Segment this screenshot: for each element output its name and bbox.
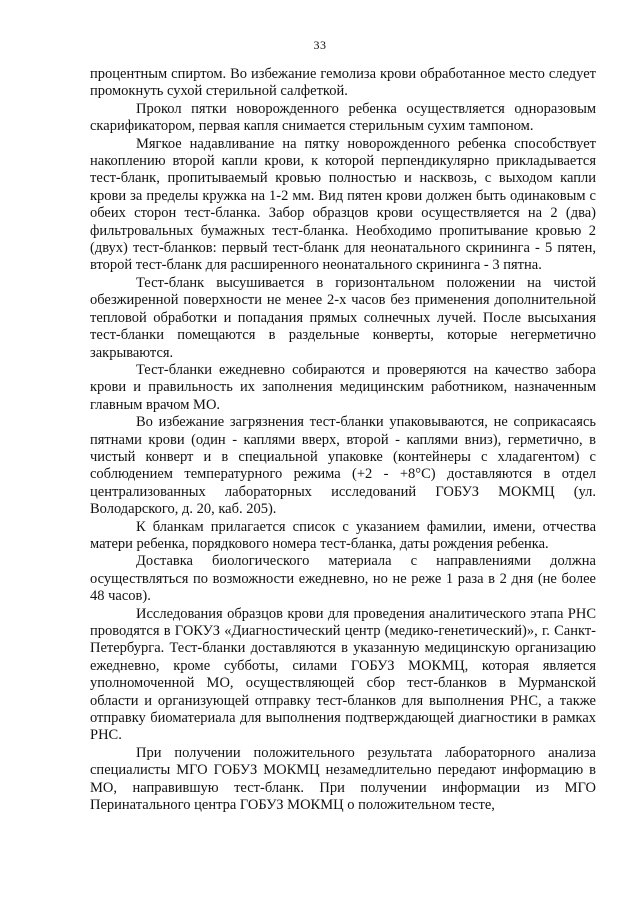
page-number: 33: [313, 38, 327, 52]
paragraph-attached-list: К бланкам прилагается список с указанием фамилии, имени, отчества матери ребенка, порядкового номера тест-бланка, даты рождения ребенка.: [90, 518, 596, 552]
paragraph-blood-drop-application: Мягкое надавливание на пятку новорожденного ребенка способствует накоплению второй капли крови, к которой перпендикулярно прикладывается тест-бланк, пропитываемый кровью полностью и насквозь, с выходом капли крови за пределы кружка на 1-2 мм. Вид пятен крови должен быть одинаковым с обеих сторон тест-бланка. Забор образцов крови осуществляется на 2 (два) фильтровальных бумажных тест-бланка. Необходимо пропитывание кровью 2 (двух) тест-бланков: первый тест-бланк для неонатального скрининга - 5 пятен, второй тест-бланк для расширенного неонатального скрининга - 3 пятна.: [90, 135, 596, 274]
paragraph-heel-puncture: Прокол пятки новорожденного ребенка осуществляется одноразовым скарификатором, первая капля снимается стерильным сухим тампоном.: [90, 100, 596, 135]
paragraph-positive-result: При получении положительного результата лабораторного анализа специалисты МГО ГОБУЗ МОКМЦ незамедлительно передают информацию в МО, направившую тест-бланк. При получении информации из МГО Перинатального центра ГОБУЗ МОКМЦ о положительном тесте,: [90, 744, 596, 814]
paragraph-packaging-delivery: Во избежание загрязнения тест-бланки упаковываются, не соприкасаясь пятнами крови (один - каплями вверх, второй - каплями вниз), герметично, в чистый конверт и в специальной упаковке (контейнеры с хладагентом) с соблюдением температурного режима (+2 - +8°С) доставляются в отдел централизованных лабораторных исследований ГОБУЗ МОКМЦ (ул. Володарского, д. 20, каб. 205).: [90, 414, 596, 518]
document-body: [90, 66, 596, 814]
paragraph-drying-test-blank: Тест-бланк высушивается в горизонтальном положении на чистой обезжиренной поверхности не менее 2-х часов без применения дополнительной тепловой обработки и попадания прямых солнечных лучей. После высыхания тест-бланки помещаются в раздельные конверты, которые негерметично закрываются.: [90, 274, 596, 361]
paragraph-alcohol-treatment: процентным спиртом. Во избежание гемолиза крови обработанное место следует промокнуть сухой стерильной салфеткой.: [90, 66, 596, 100]
paragraph-analysis-location: Исследования образцов крови для проведения аналитического этапа РНС проводятся в ГОКУЗ «Диагностический центр (медико-генетический)», г. Санкт-Петербурга. Тест-бланки доставляются в указанную медицинскую организацию ежедневно, кроме субботы, силами ГОБУЗ МОКМЦ, которая является уполномоченной МО, осуществляющей сбор тест-бланков в Мурманской области и организующей отправку тест-бланков для выполнения РНС, а также отправку биоматериала для выполнения подтверждающей диагностики в рамках РНС.: [90, 605, 596, 744]
paragraph-daily-collection: Тест-бланки ежедневно собираются и проверяются на качество забора крови и правильность их заполнения медицинским работником, назначенным главным врачом МО.: [90, 361, 596, 413]
paragraph-delivery-frequency: Доставка биологического материала с направлениями должна осуществляться по возможности ежедневно, но не реже 1 раза в 2 дня (не более 48 часов).: [90, 553, 596, 605]
